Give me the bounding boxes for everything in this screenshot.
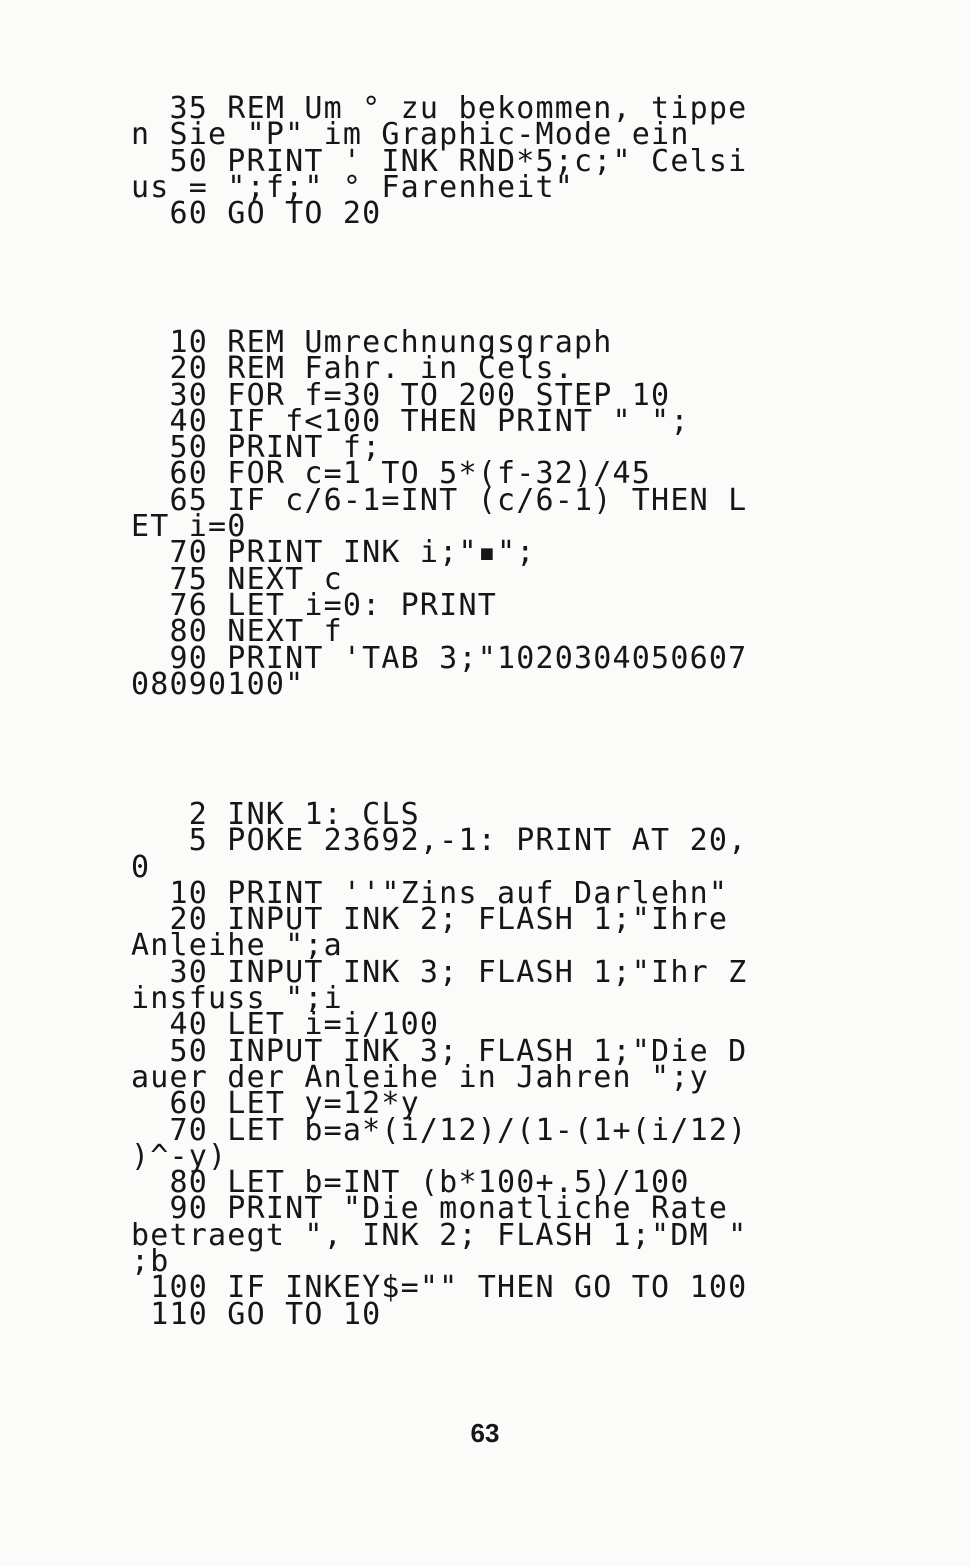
code-line: 80 NEXT f (131, 614, 343, 650)
code-line: insfuss ";i (131, 981, 343, 1017)
code-line: 80 LET b=INT (b*100+.5)/100 (131, 1165, 690, 1201)
code-line: Anleihe ";a (131, 928, 343, 964)
code-line: 40 IF f<100 THEN PRINT " "; (131, 403, 690, 439)
code-line: n Sie "P" im Graphic-Mode ein (131, 117, 690, 153)
code-line: 10 REM Umrechnungsgraph (131, 325, 613, 360)
code-line: 08090100" (131, 666, 305, 702)
program-listing-loan-interest (131, 797, 748, 1332)
program-listing-celsius-fahrenheit (131, 91, 748, 232)
code-line: 50 PRINT f; (131, 430, 382, 466)
code-line: 20 INPUT INK 2; FLASH 1;"Ihre (131, 902, 729, 938)
code-line: 65 IF c/6-1=INT (c/6-1) THEN L (131, 482, 748, 518)
code-line: 50 INPUT INK 3; FLASH 1;"Die D (131, 1033, 748, 1069)
page-number: 63 (470, 1418, 500, 1448)
code-line: 76 LET i=0: PRINT (131, 587, 497, 623)
code-line: 30 INPUT INK 3; FLASH 1;"Ihr Z (131, 954, 748, 990)
code-line: 50 PRINT ' INK RND*5;c;" Celsi (131, 143, 748, 179)
code-line: 110 GO TO 10 (131, 1296, 382, 1332)
code-line: 2 INK 1: CLS (131, 797, 420, 832)
code-line: 30 FOR f=30 TO 200 STEP 10 (131, 377, 671, 413)
code-line: 0 (131, 849, 151, 885)
code-line: 90 PRINT 'TAB 3;"1020304050607 (131, 640, 748, 676)
code-line: )^-y) (131, 1138, 228, 1174)
code-line: ET i=0 (131, 509, 247, 545)
code-line: 75 NEXT c (131, 561, 343, 597)
code-line: auer der Anleihe in Jahren ";y (131, 1059, 709, 1095)
code-line: 60 GO TO 20 (131, 196, 382, 232)
code-line: 90 PRINT "Die monatliche Rate (131, 1191, 729, 1227)
code-line: us = ";f;" ° Farenheit" (131, 169, 575, 205)
code-line: 100 IF INKEY$="" THEN GO TO 100 (131, 1270, 748, 1306)
code-line: ;b (131, 1244, 170, 1280)
code-line: 20 REM Fahr. in Cels. (131, 351, 575, 387)
code-line: 70 PRINT INK i;"▪"; (131, 535, 536, 571)
code-line: 10 PRINT ''"Zins auf Darlehn" (131, 875, 729, 911)
code-line: 70 LET b=a*(i/12)/(1-(1+(i/12) (131, 1112, 748, 1148)
code-line: 40 LET i=i/100 (131, 1007, 440, 1043)
program-listing-conversion-graph (131, 325, 748, 702)
code-line: 60 FOR c=1 TO 5*(f-32)/45 (131, 456, 652, 492)
code-line: 60 LET y=12*y (131, 1086, 420, 1122)
code-line: 35 REM Um ° zu bekommen, tippe (131, 91, 748, 126)
code-line: 5 POKE 23692,-1: PRINT AT 20, (131, 823, 748, 859)
code-line: betraegt ", INK 2; FLASH 1;"DM " (131, 1217, 748, 1253)
